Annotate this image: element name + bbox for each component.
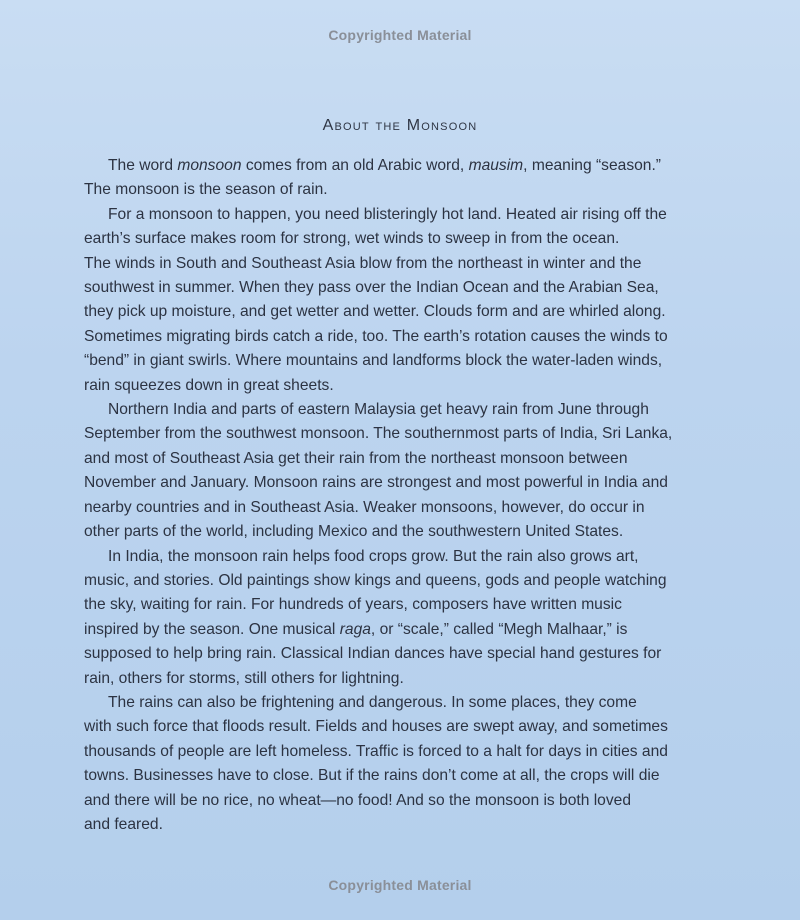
text-line: supposed to help bring rain. Classical Indian dances have special hand gestures for: [84, 645, 662, 663]
text-line: with such force that floods result. Fields and houses are swept away, and sometimes: [84, 718, 668, 736]
text-line: nearby countries and in Southeast Asia. Weaker monsoons, however, do occur in: [84, 498, 645, 516]
text-line: the sky, waiting for rain. For hundreds of years, composers have written music: [84, 596, 622, 614]
text-line: and feared.: [84, 815, 163, 833]
text-line: “bend” in giant swirls. Where mountains and landforms block the water-laden winds,: [84, 352, 663, 370]
paragraph: [84, 154, 716, 203]
page-heading: About the Monsoon: [322, 117, 478, 134]
text-line: towns. Businesses have to close. But if the rains don’t come at all, the crops will die: [84, 767, 660, 785]
text-line: The monsoon is the season of rain.: [84, 181, 328, 199]
text-line: southwest in summer. When they pass over the Indian Ocean and the Arabian Sea,: [84, 279, 659, 297]
text-segment: comes from an old Arabic word,: [241, 157, 469, 174]
italic-term: mausim: [468, 157, 524, 174]
paragraph: [84, 545, 716, 691]
text-line: rain squeezes down in great sheets.: [84, 376, 334, 394]
text-line: [84, 618, 716, 642]
body-text: [84, 154, 716, 837]
paragraph: [84, 691, 716, 837]
text-line: The winds in South and Southeast Asia blow from the northeast in winter and the: [84, 254, 642, 272]
text-line: music, and stories. Old paintings show kings and queens, gods and people watching: [84, 571, 667, 589]
text-line: rain, others for storms, still others for lightning.: [84, 669, 404, 687]
text-line: September from the southwest monsoon. The southernmost parts of India, Sri Lanka,: [84, 425, 673, 443]
paragraph: [84, 398, 716, 544]
text-line: Sometimes migrating birds catch a ride, too. The earth’s rotation causes the winds to: [84, 327, 668, 345]
italic-term: monsoon: [177, 157, 242, 174]
italic-term: raga: [339, 620, 371, 638]
text-line: and there will be no rice, no wheat—no food! And so the monsoon is both loved: [84, 791, 631, 809]
text-line: other parts of the world, including Mexico and the southwestern United States.: [84, 523, 624, 541]
copyright-watermark-top: Copyrighted Material: [328, 27, 472, 43]
text-segment: inspired by the season. One musical: [84, 620, 340, 638]
text-segment: , or “scale,” called “Megh Malhaar,” is: [370, 620, 628, 638]
text-line: Northern India and parts of eastern Malaysia get heavy rain from June through: [108, 401, 649, 419]
text-line: and most of Southeast Asia get their rain from the northeast monsoon between: [84, 449, 628, 467]
text-segment: The word: [108, 157, 178, 174]
text-line: thousands of people are left homeless. Traffic is forced to a halt for days in cities and: [84, 742, 668, 760]
text-segment: , meaning “season.”: [523, 157, 661, 174]
text-line: earth’s surface makes room for strong, wet winds to sweep in from the ocean.: [84, 230, 620, 248]
text-line: November and January. Monsoon rains are strongest and most powerful in India and: [84, 474, 668, 492]
text-line: In India, the monsoon rain helps food crops grow. But the rain also grows art,: [108, 547, 639, 565]
text-line: [84, 154, 716, 178]
text-line: For a monsoon to happen, you need blisteringly hot land. Heated air rising off the: [108, 205, 667, 223]
paragraph: [84, 203, 716, 398]
copyright-watermark-bottom: Copyrighted Material: [328, 877, 472, 893]
text-line: The rains can also be frightening and dangerous. In some places, they come: [108, 693, 637, 711]
text-line: they pick up moisture, and get wetter and wetter. Clouds form and are whirled along.: [84, 303, 666, 321]
